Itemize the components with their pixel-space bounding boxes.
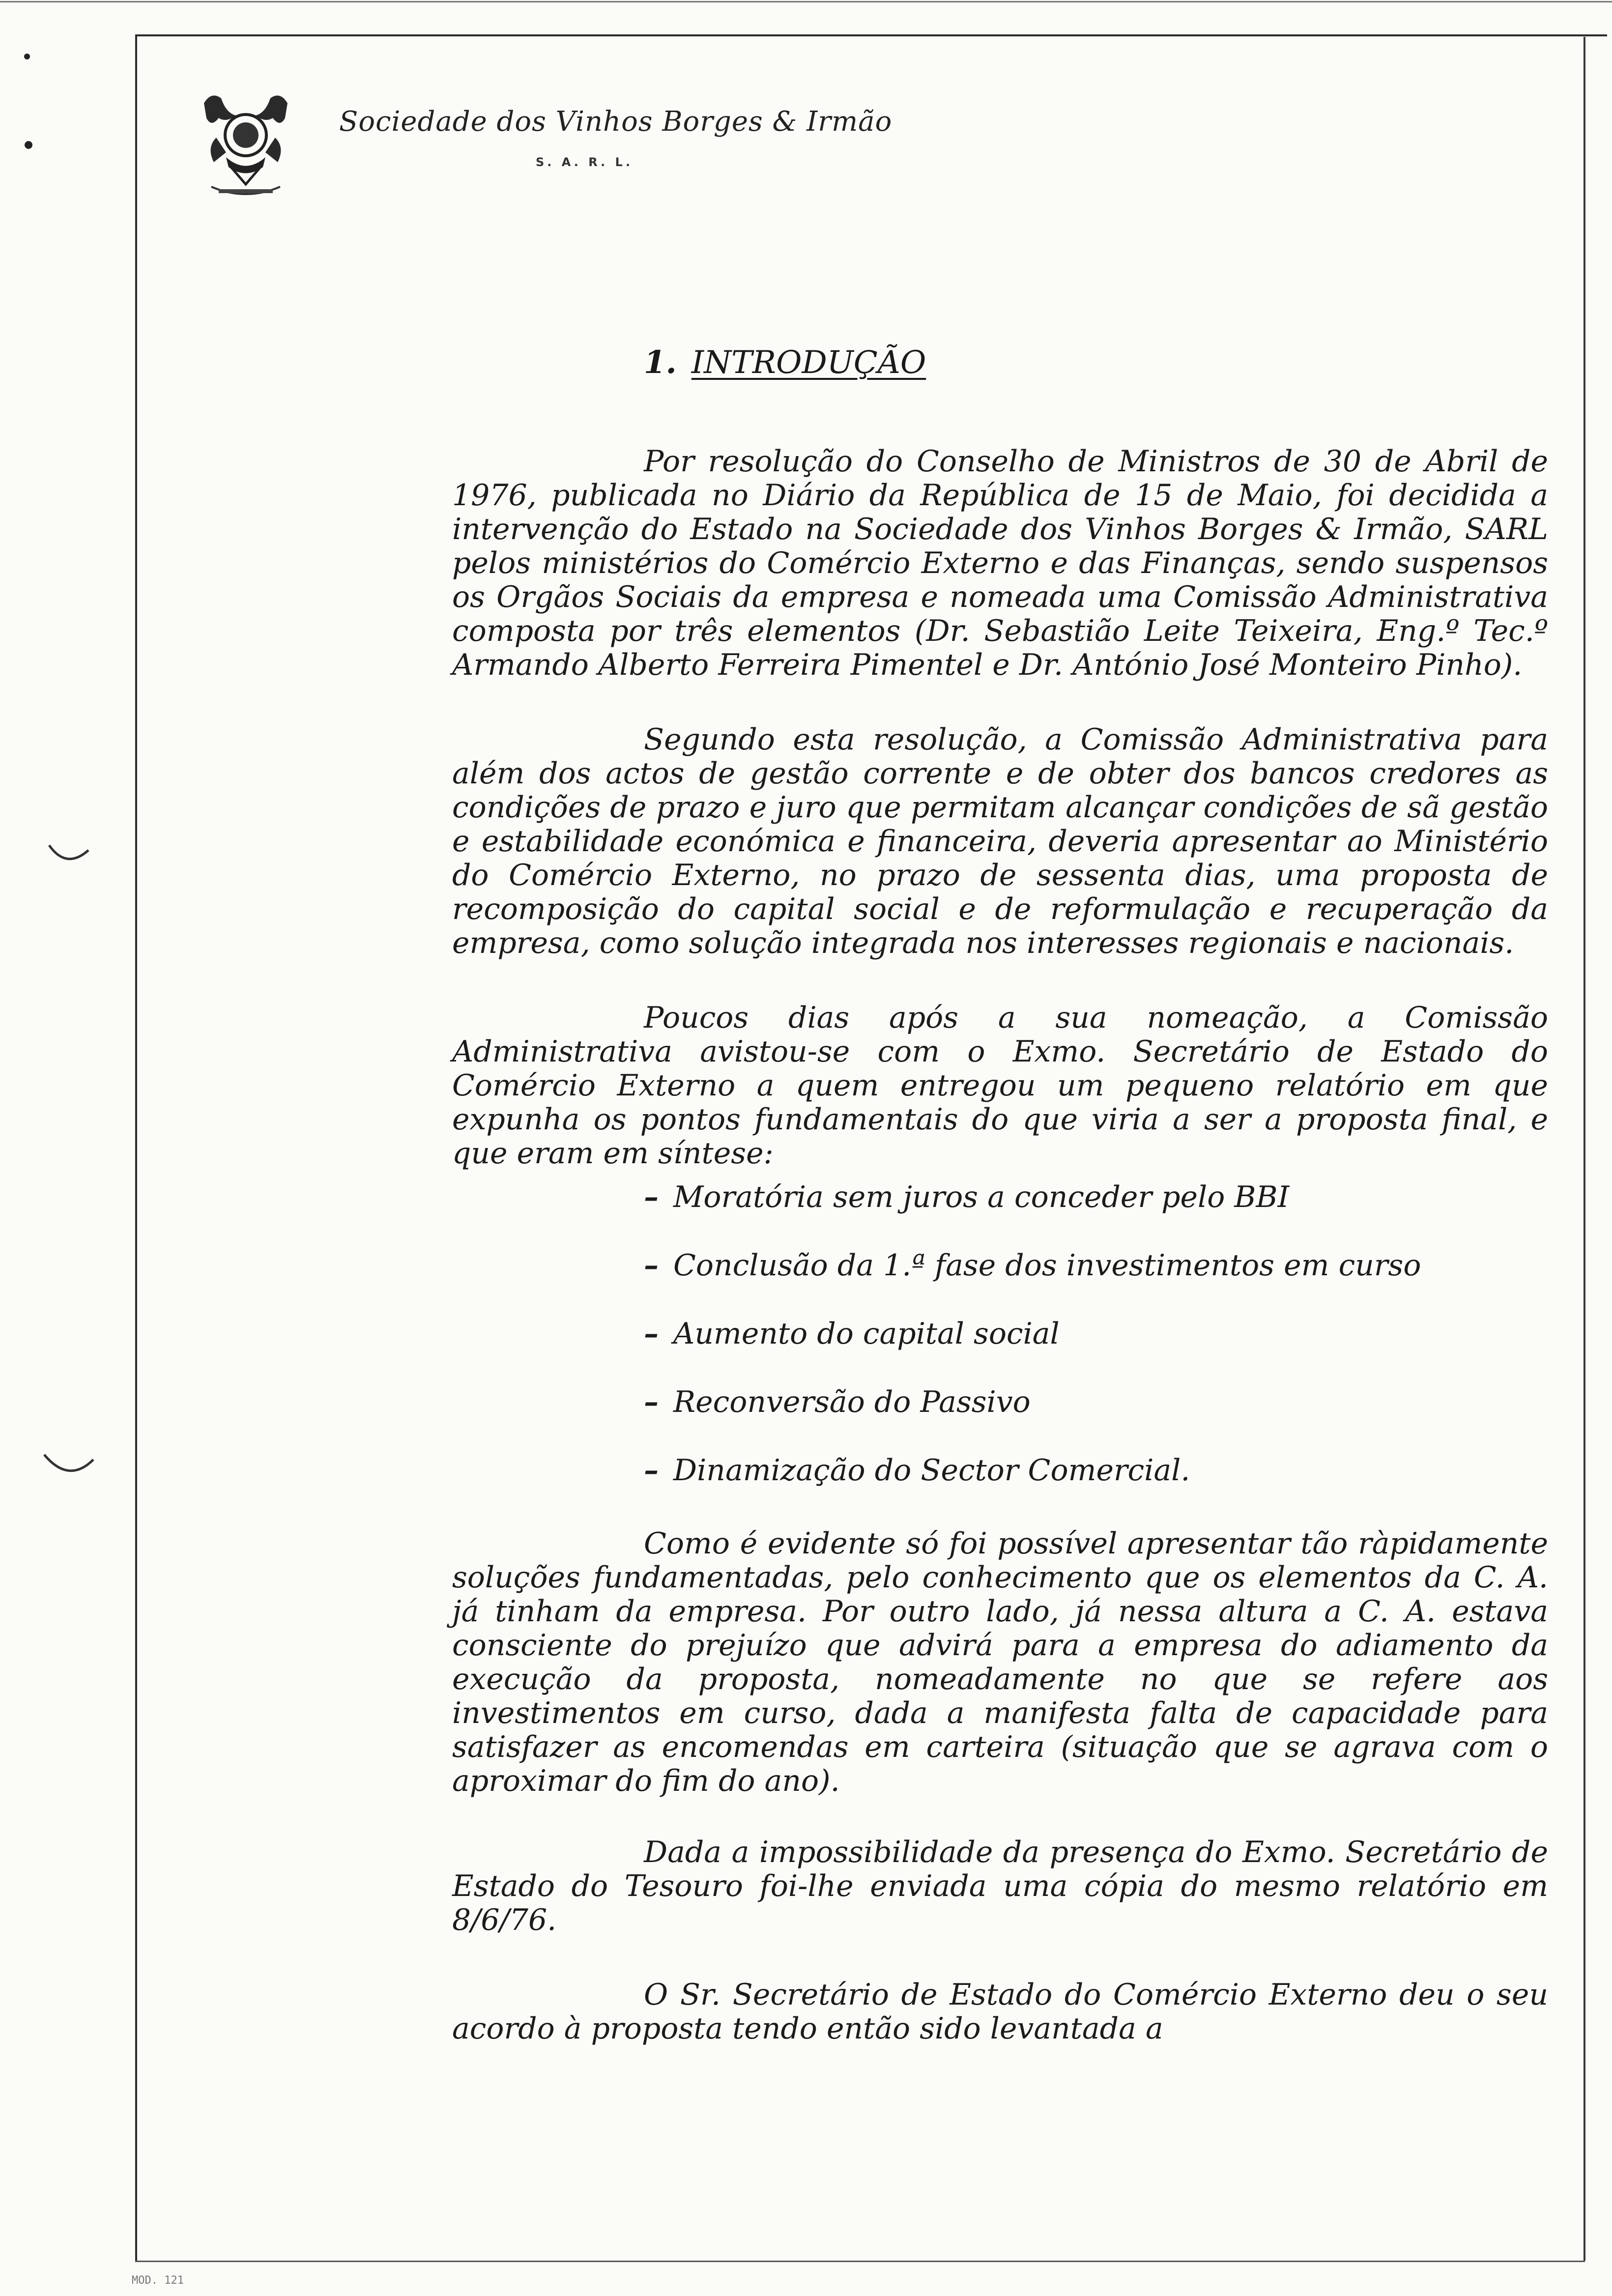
section-title: INTRODUÇÃO	[691, 344, 926, 381]
page-edge-line	[0, 1, 1612, 2]
company-emblem	[197, 88, 295, 201]
document-body	[452, 445, 1548, 2046]
frame-border-left	[135, 34, 137, 2261]
proposal-points-list	[644, 1180, 1548, 1488]
hole-punch-mark	[39, 816, 108, 1504]
form-code: MOD. 121	[132, 2274, 184, 2287]
list-item: – Dinamização do Sector Comercial.	[644, 1454, 1548, 1488]
list-item: – Conclusão da 1.ª fase dos investimentos em curso	[644, 1249, 1548, 1283]
paragraph: Por resolução do Conselho de Ministros de 30 de Abril de 1976, publicada no Diário da República de 15 de Maio, foi decidida a intervenção do Estado na Sociedade dos Vinhos Borges & Irmão, SARL pelos ministérios do Comércio Externo e das Finanças, sendo suspensos os Orgãos Sociais da empresa e nomeada uma Comissão Administrativa composta por três elementos (Dr. Sebastião Leite Teixeira, Eng.º Tec.º Armando Alberto Ferreira Pimentel e Dr. António José Monteiro Pinho).	[452, 444, 1548, 682]
list-item: – Reconversão do Passivo	[644, 1385, 1548, 1419]
company-type: S. A. R. L.	[536, 155, 633, 169]
paragraph: Segundo esta resolução, a Comissão Administrativa para além dos actos de gestão corrente e de obter dos bancos credores as condições de prazo e juro que permitam alcançar condições de sã gestão e estabilidade económica e financeira, deveria apresentar ao Ministério do Comércio Externo, no prazo de sessenta dias, uma proposta de recomposição do capital social e de reformulação e recuperação da empresa, como solução integrada nos interesses regionais e nacionais.	[452, 722, 1548, 960]
list-item: – Aumento do capital social	[644, 1317, 1548, 1351]
scan-mark	[20, 47, 39, 155]
company-name: Sociedade dos Vinhos Borges & Irmão	[339, 106, 892, 138]
paragraph: O Sr. Secretário de Estado do Comércio Externo deu o seu acordo à proposta tendo então sido levantada a	[452, 1978, 1548, 2046]
section-heading	[644, 344, 926, 381]
frame-border-bottom	[135, 2261, 1585, 2262]
paragraph: Dada a impossibilidade da presença do Exmo. Secretário de Estado do Tesouro foi-lhe enviada uma cópia do mesmo relatório em 8/6/76.	[452, 1835, 1548, 1937]
section-number: 1.	[644, 344, 677, 381]
paragraph: Poucos dias após a sua nomeação, a Comissão Administrativa avistou-se com o Exmo. Secretário de Estado do Comércio Externo a quem entregou um pequeno relatório em que expunha os pontos fundamentais do que viria a ser a proposta final, e que eram em síntese:	[452, 1001, 1548, 1171]
list-item: – Moratória sem juros a conceder pelo BBI	[644, 1180, 1548, 1214]
paragraph: Como é evidente só foi possível apresentar tão ràpidamente soluções fundamentadas, pelo conhecimento que os elementos da C. A. já tinham da empresa. Por outro lado, já nessa altura a C. A. estava consciente do prejuízo que advirá para a empresa do adiamento da execução da proposta, nomeadamente no que se refere aos investimentos em curso, dada a manifesta falta de capacidade para satisfazer as encomendas em carteira (situação que se agrava com o aproximar do fim do ano).	[452, 1526, 1548, 1798]
frame-border-top	[135, 34, 1607, 36]
frame-border-right	[1583, 37, 1585, 2261]
